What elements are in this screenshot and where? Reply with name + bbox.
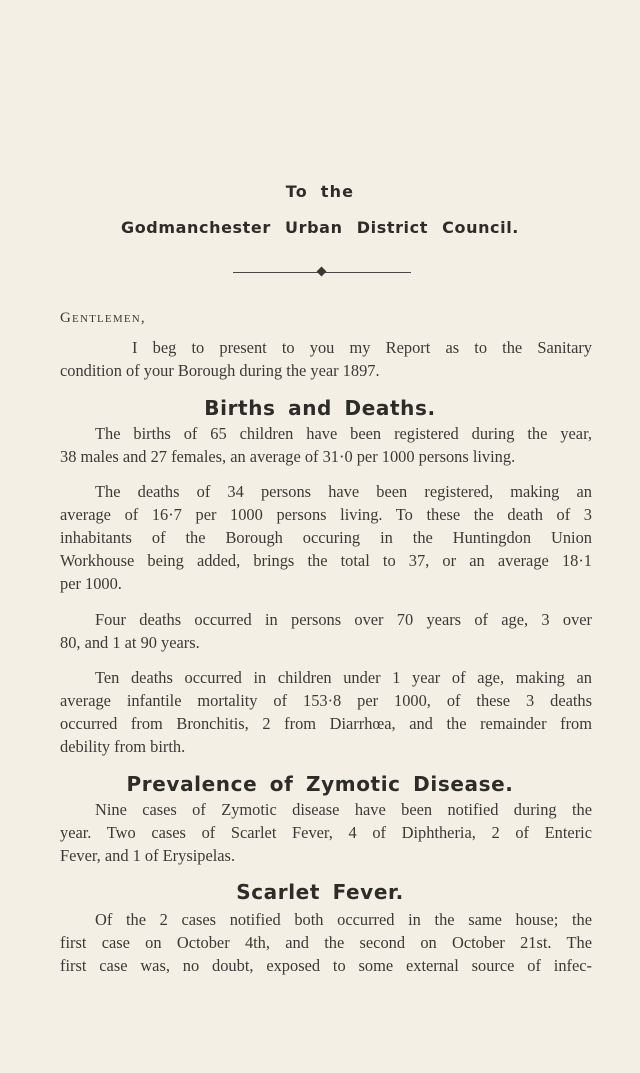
text-line: 38 males and 27 females, an average of 31·0 per 1000 persons living. <box>60 447 516 466</box>
text-line: inhabitants of the Borough occuring in the Huntingdon Union <box>60 528 592 547</box>
text-line: Nine cases of Zymotic disease have been notified during the <box>95 800 592 819</box>
text-line: debility from birth. <box>60 737 186 756</box>
text-line: year. Two cases of Scarlet Fever, 4 of Diphtheria, 2 of Enteric <box>60 823 592 842</box>
recipient-heading: Godmanchester Urban District Council. <box>120 218 519 237</box>
text-line: 80, and 1 at 90 years. <box>60 633 200 652</box>
text-line: condition of your Borough during the year 1897. <box>60 361 380 380</box>
births-paragraph <box>60 422 592 468</box>
elderly-deaths-paragraph <box>60 608 592 654</box>
text-line: Four deaths occurred in persons over 70 years of age, 3 over <box>95 610 592 629</box>
text-line: first case on October 4th, and the second on October 21st. The <box>60 933 592 952</box>
text-line: Of the 2 cases notified both occurred in the same house; the <box>95 910 592 929</box>
intro-paragraph <box>60 336 592 382</box>
text-line: first case was, no doubt, exposed to some external source of infec- <box>60 956 592 975</box>
salutation: Gentlemen, <box>60 310 146 326</box>
section-title-zymotic: Prevalence of Zymotic Disease. <box>126 772 514 796</box>
text-line: I beg to present to you my Report as to the Sanitary <box>132 338 592 357</box>
zymotic-paragraph <box>60 798 592 867</box>
text-line: Fever, and 1 of Erysipelas. <box>60 846 236 865</box>
infant-deaths-paragraph <box>60 666 592 758</box>
address-line-to: To the <box>285 182 355 201</box>
section-title-scarlet-fever: Scarlet Fever. <box>236 880 404 904</box>
scarlet-fever-paragraph <box>60 908 592 977</box>
text-line: average of 16·7 per 1000 persons living. To these the death of 3 <box>60 505 592 524</box>
text-line: The births of 65 children have been registered during the year, <box>95 424 592 443</box>
text-line: average infantile mortality of 153·8 per 1000, of these 3 deaths <box>60 691 592 710</box>
divider-diamond-icon <box>317 267 327 277</box>
text-line: Workhouse being added, brings the total to 37, or an average 18·1 <box>60 551 592 570</box>
text-line: occurred from Bronchitis, 2 from Diarrhœa, and the remainder from <box>60 714 592 733</box>
text-line: The deaths of 34 persons have been registered, making an <box>95 482 592 501</box>
text-line: per 1000. <box>60 574 122 593</box>
section-title-births-deaths: Births and Deaths. <box>204 396 436 420</box>
deaths-paragraph <box>60 480 592 595</box>
text-line: Ten deaths occurred in children under 1 year of age, making an <box>95 668 592 687</box>
